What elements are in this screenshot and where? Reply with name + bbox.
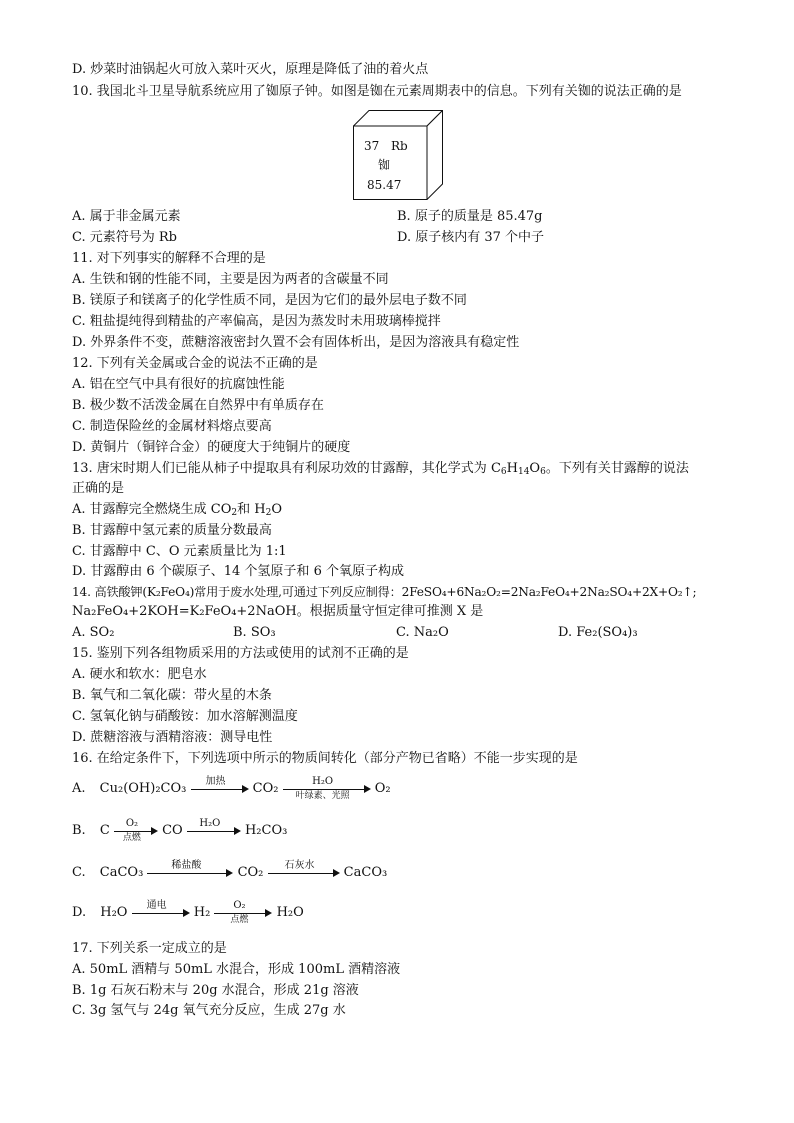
q16-stem: 16. 在给定条件下，下列选项中所示的物质间转化（部分产物已省略）不能一步实现的是 bbox=[72, 751, 578, 766]
arrow-head-icon bbox=[226, 869, 233, 877]
q16-option-c bbox=[72, 862, 387, 885]
q16a-cond2-top: H₂O bbox=[312, 776, 334, 787]
q16d-mid: H₂ bbox=[193, 905, 211, 920]
q13a-sub1: 2 bbox=[231, 508, 238, 518]
q14-option-c: C. Na₂O bbox=[396, 625, 449, 640]
q13-o: O bbox=[529, 461, 541, 476]
element-symbol: Rb bbox=[391, 139, 408, 153]
arrow-head-icon bbox=[364, 785, 371, 793]
q10-option-c: C. 元素符号为 Rb bbox=[72, 230, 177, 245]
q16a-start: Cu₂(OH)₂CO₃ bbox=[99, 781, 187, 796]
q16b-cond2-top: H₂O bbox=[199, 818, 221, 829]
q14-stem-line2: Na₂FeO₄+2KOH=K₂FeO₄+2NaOH。根据质量守恒定律可推测 X 是 bbox=[72, 604, 484, 619]
q12-option-d: D. 黄铜片（铜锌合金）的硬度大于纯铜片的硬度 bbox=[72, 440, 351, 455]
q12-stem: 12. 下列有关金属或合金的说法不正确的是 bbox=[72, 356, 318, 371]
element-atomic-number: 37 bbox=[364, 139, 380, 153]
q11-option-c: C. 粗盐提纯得到精盐的产率偏高，是因为蒸发时未用玻璃棒搅拌 bbox=[72, 314, 441, 329]
q9-option-d: D. 炒菜时油锅起火可放入菜叶灭火，原理是降低了油的着火点 bbox=[72, 62, 429, 77]
q12-option-a: A. 铝在空气中具有很好的抗腐蚀性能 bbox=[72, 377, 285, 392]
q16c-label: C. bbox=[72, 865, 86, 880]
q12-option-c: C. 制造保险丝的金属材料熔点要高 bbox=[72, 419, 272, 434]
q13a-mid: 和 H bbox=[237, 502, 266, 517]
q15-option-d: D. 蔗糖溶液与酒精溶液：测导电性 bbox=[72, 730, 273, 745]
q16c-cond1-top: 稀盐酸 bbox=[171, 860, 202, 871]
q16c-mid: CO₂ bbox=[237, 865, 264, 880]
q15-option-c: C. 氢氧化钠与硝酸铵：加水溶解测温度 bbox=[72, 709, 298, 724]
q13-stem-tail: 。下列有关甘露醇的说法 bbox=[545, 461, 689, 476]
q11-option-b: B. 镁原子和镁离子的化学性质不同，是因为它们的最外层电子数不同 bbox=[72, 293, 467, 308]
q13-stem-text: 13. 唐宋时期人们已能从柿子中提取具有利尿功效的甘露醇，其化学式为 C bbox=[72, 461, 501, 476]
arrow-head-icon bbox=[333, 869, 340, 877]
q16d-label: D. bbox=[72, 905, 87, 920]
q13a-text: A. 甘露醇完全燃烧生成 CO bbox=[72, 502, 232, 517]
q15-option-b: B. 氧气和二氧化碳：带火星的木条 bbox=[72, 688, 272, 703]
arrow-shaft bbox=[214, 913, 270, 914]
q13-option-c: C. 甘露醇中 C、O 元素质量比为 1:1 bbox=[72, 544, 287, 559]
q16b-end: H₂CO₃ bbox=[244, 823, 288, 838]
q16c-cond2-top: 石灰水 bbox=[284, 860, 315, 871]
q17-stem: 17. 下列关系一定成立的是 bbox=[72, 941, 227, 956]
q16a-cond2-bot: 叶绿素、光照 bbox=[295, 791, 350, 801]
q16d-end: H₂O bbox=[276, 905, 304, 920]
q16b-arrow-2 bbox=[187, 820, 241, 842]
q15-option-a: A. 硬水和软水：肥皂水 bbox=[72, 667, 207, 682]
q13-sub-o: 6 bbox=[540, 467, 546, 477]
q14-stem-line1: 14. 高铁酸钾(K₂FeO₄)常用于废水处理,可通过下列反应制得：2FeSO₄+6Na₂O₂=2Na₂FeO₄+2Na₂SO₄+2X+O₂↑; bbox=[72, 585, 697, 599]
q16d-cond2-bot: 点燃 bbox=[230, 915, 249, 925]
q16c-arrow-1 bbox=[147, 862, 233, 884]
q16b-cond1-top: O₂ bbox=[125, 818, 139, 829]
q14-option-d: D. Fe₂(SO₄)₃ bbox=[558, 625, 638, 640]
q16d-cond1-top: 通电 bbox=[146, 900, 167, 911]
arrow-shaft bbox=[187, 831, 239, 832]
q14-option-a: A. SO₂ bbox=[72, 625, 115, 640]
q16d-arrow-2 bbox=[214, 902, 272, 924]
q16b-start: C bbox=[99, 823, 110, 838]
arrow-head-icon bbox=[183, 909, 190, 917]
arrow-head-icon bbox=[151, 827, 158, 835]
q16c-arrow-2 bbox=[268, 862, 340, 884]
q10-option-a: A. 属于非金属元素 bbox=[72, 209, 181, 224]
q17-option-a: A. 50mL 酒精与 50mL 水混合，形成 100mL 酒精溶液 bbox=[72, 962, 401, 977]
element-atomic-mass: 85.47 bbox=[367, 178, 402, 192]
q16a-label: A. bbox=[72, 781, 86, 796]
arrow-shaft bbox=[268, 873, 338, 874]
element-name: 铷 bbox=[378, 158, 391, 172]
q13-h: H bbox=[506, 461, 518, 476]
q16b-mid: CO bbox=[162, 823, 183, 838]
q10-option-b: B. 原子的质量是 85.47g bbox=[397, 209, 543, 224]
q16a-arrow-2 bbox=[283, 778, 371, 800]
q11-stem: 11. 对下列事实的解释不合理的是 bbox=[72, 251, 266, 266]
q13-option-b: B. 甘露醇中氢元素的质量分数最高 bbox=[72, 523, 272, 538]
arrow-shaft bbox=[132, 913, 188, 914]
q13-sub-h: 14 bbox=[517, 467, 530, 477]
arrow-shaft bbox=[147, 873, 231, 874]
q14-option-b: B. SO₃ bbox=[233, 625, 276, 640]
q16c-start: CaCO₃ bbox=[99, 865, 144, 880]
q16a-cond1-top: 加热 bbox=[205, 776, 226, 787]
q16b-label: B. bbox=[72, 823, 86, 838]
arrow-shaft bbox=[114, 831, 156, 832]
arrow-shaft bbox=[283, 789, 369, 790]
q16c-end: CaCO₃ bbox=[343, 865, 388, 880]
q13-stem bbox=[72, 461, 689, 477]
q17-option-c: C. 3g 氢气与 24g 氧气充分反应，生成 27g 水 bbox=[72, 1003, 346, 1018]
q13-option-a bbox=[72, 502, 282, 518]
q17-option-b: B. 1g 石灰石粉末与 20g 水混合，形成 21g 溶液 bbox=[72, 983, 359, 998]
q16b-cond1-bot: 点燃 bbox=[122, 833, 141, 843]
arrow-head-icon bbox=[234, 827, 241, 835]
arrow-head-icon bbox=[265, 909, 272, 917]
arrow-head-icon bbox=[242, 785, 249, 793]
q16d-cond2-top: O₂ bbox=[233, 900, 246, 911]
q10-option-d: D. 原子核内有 37 个中子 bbox=[397, 230, 545, 245]
q13-stem-cont: 正确的是 bbox=[72, 481, 125, 496]
q12-option-b: B. 极少数不活泼金属在自然界中有单质存在 bbox=[72, 398, 324, 413]
q13-sub-c: 6 bbox=[500, 467, 507, 477]
q16d-arrow-1 bbox=[132, 902, 190, 924]
q13a-tail: O bbox=[271, 502, 283, 517]
q11-option-d: D. 外界条件不变，蔗糖溶液密封久置不会有固体析出，是因为溶液具有稳定性 bbox=[72, 335, 520, 350]
q10-stem: 10. 我国北斗卫星导航系统应用了铷原子钟。如图是铷在元素周期表中的信息。下列有关铷的说法正确的是 bbox=[72, 84, 682, 99]
q16b-arrow-1 bbox=[114, 820, 158, 842]
q13a-sub2: 2 bbox=[265, 508, 272, 518]
q16d-start: H₂O bbox=[100, 905, 128, 920]
q16-option-b bbox=[72, 820, 287, 843]
q16a-arrow-1 bbox=[191, 778, 249, 800]
q16-option-d bbox=[72, 902, 304, 925]
q16a-end: O₂ bbox=[374, 781, 391, 796]
q16a-mid: CO₂ bbox=[252, 781, 279, 796]
q13-option-d: D. 甘露醇由 6 个碳原子、14 个氢原子和 6 个氧原子构成 bbox=[72, 564, 404, 579]
q11-option-a: A. 生铁和钢的性能不同，主要是因为两者的含碳量不同 bbox=[72, 272, 389, 287]
q16-option-a bbox=[72, 778, 391, 801]
q15-stem: 15. 鉴别下列各组物质采用的方法或使用的试剂不正确的是 bbox=[72, 646, 409, 661]
arrow-shaft bbox=[191, 789, 247, 790]
